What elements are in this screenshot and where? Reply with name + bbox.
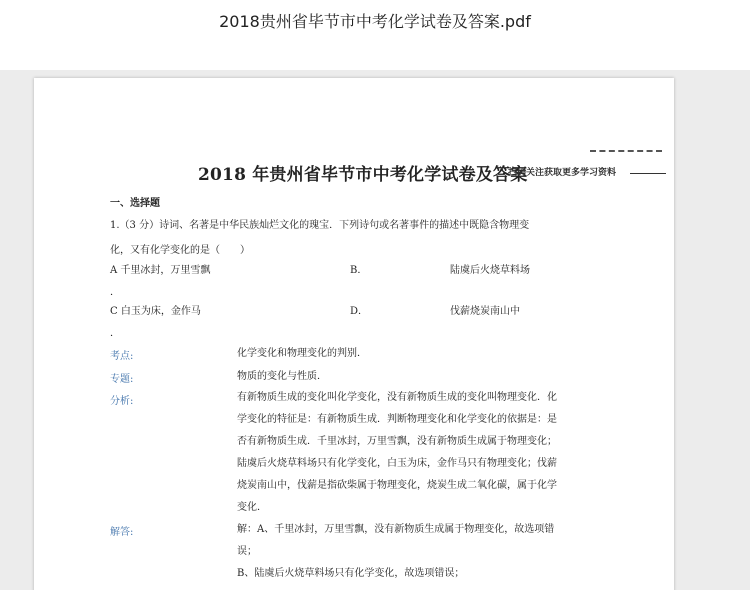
question-line-2: 化，又有化学变化的是（ ） [110,245,250,256]
option-b-label: B． [350,265,368,276]
analysis-line: 烧炭南山中，伐薪是指砍柴属于物理变化，烧炭生成二氧化碳，属于化学 [237,480,557,491]
analysis-line: 变化． [237,502,267,513]
section-heading: 一、选择题 [110,198,160,209]
option-d: 伐薪烧炭南山中 [450,306,520,317]
option-a: A 千里冰封，万里雪飘 [110,265,211,276]
pdf-page [34,78,674,590]
analysis-label-zhuanti: 专题: [110,374,134,385]
analysis-label-jieda: 解答: [110,527,134,538]
analysis-line: 物质的变化与性质． [237,371,327,382]
analysis-label-kaodian: 考点: [110,351,134,362]
promo-text: 扫码关注获取更多学习资料 [508,168,617,178]
option-dot: ． [110,328,120,339]
file-title: 2018贵州省毕节市中考化学试卷及答案.pdf [219,12,531,31]
analysis-kaodian [237,343,605,365]
analysis-jieda [237,519,605,585]
option-dot: ． [110,287,120,298]
analysis-fenxi [237,387,605,519]
option-c: C 白玉为床，金作马 [110,306,201,317]
analysis-label-fenxi: 分析: [110,396,134,407]
analysis-line: 陆虞后火烧草料场只有化学变化，白玉为床，金作马只有物理变化；伐薪 [237,458,557,469]
file-header [0,0,750,70]
option-b: 陆虞后火烧草料场 [450,265,530,276]
analysis-line: 误； [237,546,257,557]
promo-line [630,173,666,174]
document-title: 2018 年贵州省毕节市中考化学试卷及答案 [198,165,528,185]
analysis-line: 化学变化和物理变化的判别． [237,348,367,359]
analysis-line: 解：A、千里冰封，万里雪飘，没有新物质生成属于物理变化，故选项错 [237,524,555,535]
analysis-zhuanti [237,366,605,388]
option-d-label: D． [350,306,369,317]
analysis-line: 有新物质生成的变化叫化学变化，没有新物质生成的变化叫物理变化．化 [237,392,557,403]
analysis-line: 否有新物质生成．千里冰封，万里雪飘，没有新物质生成属于物理变化； [237,436,557,447]
header-dashes [590,150,662,154]
analysis-line: B、陆虞后火烧草料场只有化学变化，故选项错误； [237,568,465,579]
question-line-1: 1.（3 分）诗词、名著是中华民族灿烂文化的瑰宝．下列诗句或名著事件的描述中既隐含物理变 [110,220,530,231]
analysis-line: 学变化的特征是：有新物质生成．判断物理变化和化学变化的依据是：是 [237,414,557,425]
